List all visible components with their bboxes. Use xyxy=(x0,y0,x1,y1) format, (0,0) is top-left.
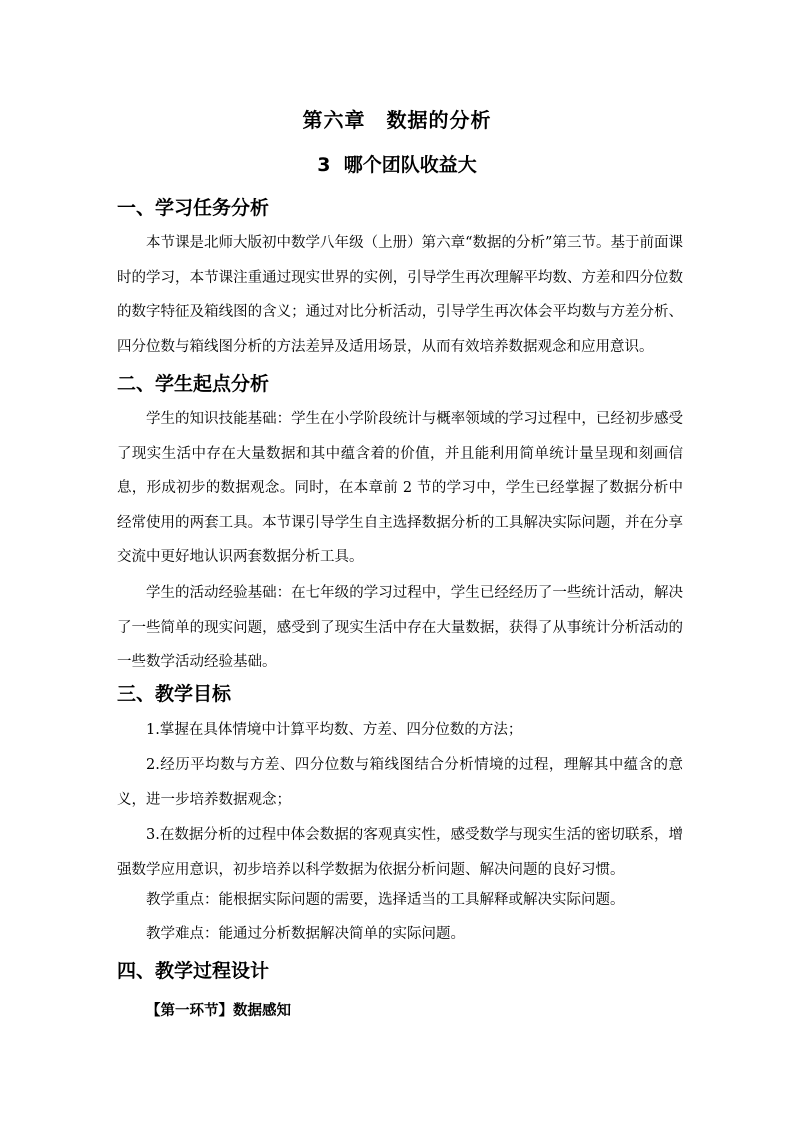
section-heading-teaching-process: 四、教学过程设计 xyxy=(117,960,270,982)
sub-heading-stage-one: 【第一环节】数据感知 xyxy=(146,1003,291,1019)
goal-item-2: 2.经历平均数与方差、四分位数与箱线图结合分析情境的过程，理解其中蕴含的意义，进一步培养数据观念； xyxy=(117,757,683,808)
teaching-difficulty: 教学难点：能通过分析数据解决简单的实际问题。 xyxy=(146,926,465,942)
section-heading-learning-task: 一、学习任务分析 xyxy=(117,197,270,219)
section-heading-teaching-goals: 三、教学目标 xyxy=(117,683,232,705)
lesson-title: 3 哪个团队收益大 xyxy=(317,154,477,176)
paragraph-activity-base: 学生的活动经验基础：在七年级的学习过程中，学生已经经历了一些统计活动，解决了一些简单的现实问题，感受到了现实生活中存在大量数据，获得了从事统计分析活动的一些数学活动经验基础。 xyxy=(117,585,683,670)
section-heading-student-start: 二、学生起点分析 xyxy=(117,373,270,395)
paragraph-learning-task: 本节课是北师大版初中数学八年级（上册）第六章“数据的分析”第三节。基于前面课时的学习，本节课注重通过现实世界的实例，引导学生再次理解平均数、方差和四分位数的数字特征及箱线图的含义；通过对比分析活动，引导学生再次体会平均数与方差分析、四分位数与箱线图分析的方法差异及适用场景，从而有效培养数据观念和应用意识。 xyxy=(117,235,683,355)
chapter-title: 第六章 数据的分析 xyxy=(302,108,492,132)
goal-item-3: 3.在数据分析的过程中体会数据的客观真实性，感受数学与现实生活的密切联系，增强数学应用意识，初步培养以科学数据为依据分析问题、解决问题的良好习惯。 xyxy=(117,827,683,878)
goal-item-1: 1.掌握在具体情境中计算平均数、方差、四分位数的方法； xyxy=(146,722,523,738)
teaching-key-point: 教学重点：能根据实际问题的需要，选择适当的工具解释或解决实际问题。 xyxy=(146,892,625,908)
paragraph-knowledge-base: 学生的知识技能基础：学生在小学阶段统计与概率领域的学习过程中，已经初步感受了现实生活中存在大量数据和其中蕴含着的价值，并且能利用简单统计量呈现和刻画信息，形成初步的数据观念。同时，在本章前 2 节的学习中，学生已经掌握了数据分析中经常使用的两套工具。本节课引导学生自主选择数据分析的工具解决实际问题，并在分享交流中更好地认识两套数据分析工具。 xyxy=(117,411,683,565)
